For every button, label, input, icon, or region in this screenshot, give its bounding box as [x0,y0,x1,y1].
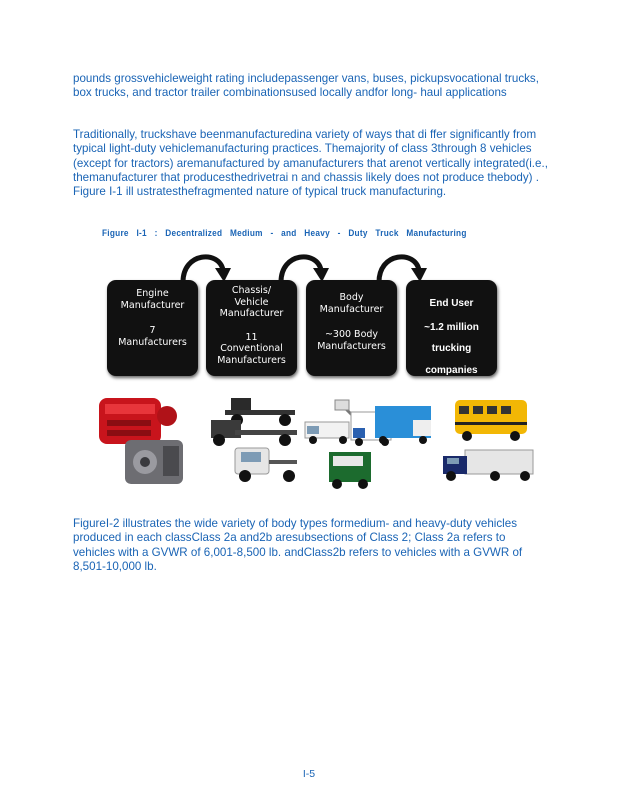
box-title: Body [339,292,364,303]
box-title: Manufacturer [319,303,384,315]
box-title: Chassis/ [231,285,272,296]
body-manufacturer-box [306,280,397,376]
box-title: End User [429,298,474,309]
box-count: Manufacturers [317,340,386,352]
box-count: trucking [431,343,472,354]
box-count: Conventional [220,343,283,354]
box-count: ~300 Body [324,329,379,340]
body-types-paragraph: FigureI-2 illustrates the wide variety of body types formedium- and heavy-duty vehicles produced in each classClass 2a and2b aresubsections of Class 2; Class 2a refers to vehicles with a GVWR of 6,001-8,500 lb. andClass2b refers to vehicles with a GVWR of 8,501-10,000 lb. [73,517,523,573]
box-count: 11 [245,331,258,343]
body-truck-photos [303,398,435,490]
curved-arrow-icon [277,248,329,284]
box-title: Manufacturer [219,308,284,319]
box-title: Engine [136,288,169,299]
box-title: Manufacturer [120,299,185,311]
box-count: Manufacturers [118,336,187,348]
chassis-photos [205,396,301,486]
curved-arrow-icon [179,248,231,284]
box-count: companies [425,364,478,376]
box-count: 7 [149,325,156,336]
manufacturing-figure [95,246,535,496]
intro-paragraph: pounds grossvehicleweight rating includepassenger vans, buses, pickupsvocational trucks, box trucks, and tractor trailer combinationsused locally andfor long- haul applications [73,72,539,100]
page-number: I-5 [302,768,316,780]
engine-photo [95,390,195,490]
box-title: Vehicle [234,296,269,308]
box-count: Manufacturers [217,354,286,366]
curved-arrow-icon [375,248,427,284]
end-user-box [406,280,497,376]
figure-caption: Figure I-1 : Decentralized Medium - and Heavy - Duty Truck Manufacturing [102,228,467,239]
engine-manufacturer-box [107,280,198,376]
box-count: ~1.2 million [424,321,479,333]
chassis-manufacturer-box [206,280,297,376]
end-user-truck-photos [435,396,535,492]
manufacturing-paragraph: Traditionally, truckshave beenmanufacturedina variety of ways that di ffer significantly from typical light-duty vehiclemanufacturing practices. Themajority of class 3through 8 vehicles (except for tractors) aremanufactured by amanufacturers that arenot vertically integrated(i.e., themanufacturer that producesthedrivetrai n and chassis likely does not produce thebody) . Figure I-1 ill ustratesthefragmented nature of typical truck manufacturing. [73,128,548,199]
